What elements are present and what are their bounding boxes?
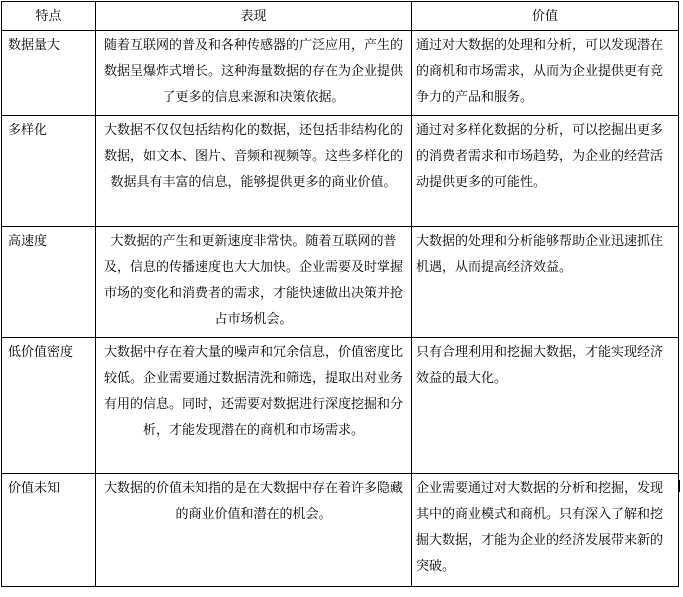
feature-cell: 数据量大 [2, 31, 96, 116]
table-row [2, 31, 679, 116]
feature-cell: 高速度 [2, 227, 96, 338]
manifestation-cell: 大数据不仅仅包括结构化的数据，还包括非结构化的数据，如文本、图片、音频和视频等。这些多样化的数据具有丰富的信息，能够提供更多的商业价值。 [96, 116, 412, 227]
edge-tick-mark [678, 480, 680, 492]
manifestation-cell: 大数据的价值未知指的是在大数据中存在着许多隐藏的商业价值和潜在的机会。 [96, 474, 412, 587]
manifestation-cell: 大数据的产生和更新速度非常快。随着互联网的普及，信息的传播速度也大大加快。企业需要及时掌握市场的变化和消费者的需求，才能快速做出决策并抢占市场机会。 [96, 227, 412, 338]
header-value: 价值 [412, 2, 679, 31]
manifestation-cell: 大数据中存在着大量的噪声和冗余信息，价值密度比较低。企业需要通过数据清洗和筛选，提取出对业务有用的信息。同时，还需要对数据进行深度挖掘和分析，才能发现潜在的商机和市场需求。 [96, 338, 412, 474]
header-manifestation: 表现 [96, 2, 412, 31]
characteristics-table [1, 1, 679, 587]
feature-cell: 低价值密度 [2, 338, 96, 474]
value-cell: 通过对多样化数据的分析，可以挖掘出更多的消费者需求和市场趋势，为企业的经营活动提供更多的可能性。 [412, 116, 679, 227]
feature-cell: 价值未知 [2, 474, 96, 587]
value-cell: 大数据的处理和分析能够帮助企业迅速抓住机遇，从而提高经济效益。 [412, 227, 679, 338]
header-row [2, 2, 679, 31]
table-row [2, 338, 679, 474]
value-cell: 只有合理利用和挖掘大数据，才能实现经济效益的最大化。 [412, 338, 679, 474]
table-row [2, 474, 679, 587]
header-feature: 特点 [2, 2, 96, 31]
table-row [2, 227, 679, 338]
value-cell: 企业需要通过对大数据的分析和挖掘，发现其中的商业模式和商机。只有深入了解和挖掘大数据，才能为企业的经济发展带来新的突破。 [412, 474, 679, 587]
feature-cell: 多样化 [2, 116, 96, 227]
manifestation-cell: 随着互联网的普及和各种传感器的广泛应用，产生的数据呈爆炸式增长。这种海量数据的存在为企业提供了更多的信息来源和决策依据。 [96, 31, 412, 116]
value-cell: 通过对大数据的处理和分析，可以发现潜在的商机和市场需求，从而为企业提供更有竞争力的产品和服务。 [412, 31, 679, 116]
table-row [2, 116, 679, 227]
